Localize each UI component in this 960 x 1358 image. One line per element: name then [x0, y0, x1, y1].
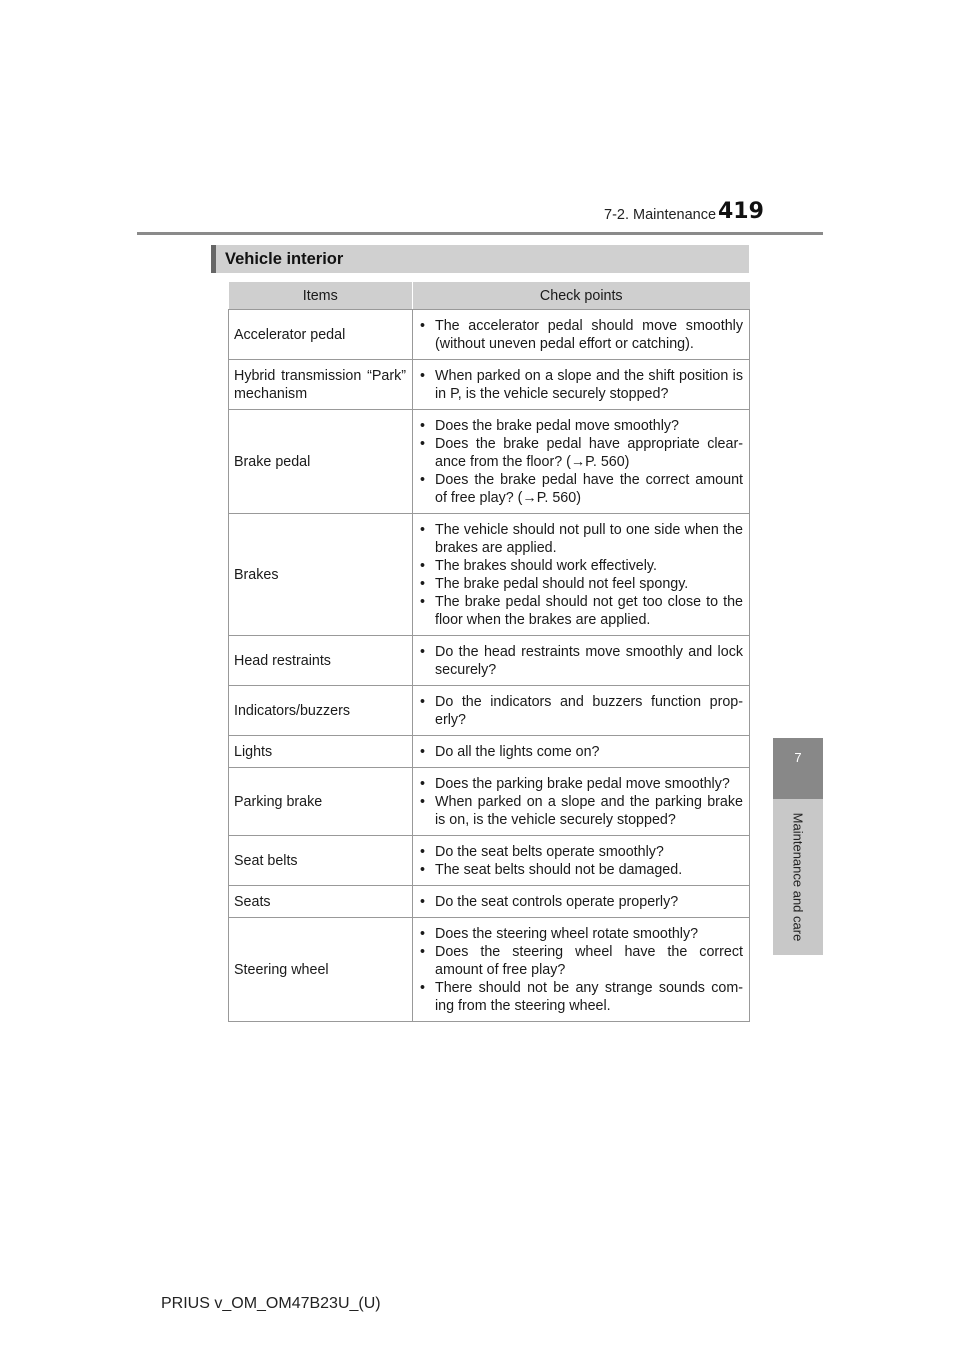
check-points-cell — [413, 310, 750, 360]
item-cell: Brakes — [229, 514, 413, 636]
check-point: • The seat belts should not be damaged. — [418, 861, 743, 879]
check-point: • Do the seat controls operate properly? — [418, 893, 743, 911]
item-cell: Steering wheel — [229, 918, 413, 1022]
page-number: 419 — [718, 199, 764, 224]
check-points-cell — [413, 836, 750, 886]
check-point: • When parked on a slope and the shift position is in P, is the vehicle securely stopped? — [418, 367, 743, 403]
check-points-cell — [413, 636, 750, 686]
item-cell: Seat belts — [229, 836, 413, 886]
check-table — [228, 282, 750, 1022]
check-point: • The brake pedal should not get too close to the floor when the brakes are applied. — [418, 593, 743, 629]
table-row — [229, 636, 750, 686]
header-rule — [137, 232, 823, 235]
check-points-cell — [413, 736, 750, 768]
chapter-number: 7 — [794, 750, 802, 765]
section-title-bar — [211, 245, 749, 273]
table-row — [229, 410, 750, 514]
item-cell: Seats — [229, 886, 413, 918]
check-points-list — [418, 521, 743, 629]
check-point: • The brake pedal should not feel spongy. — [418, 575, 743, 593]
table-row — [229, 886, 750, 918]
item-cell: Accelerator pedal — [229, 310, 413, 360]
check-point: • Do the seat belts operate smoothly? — [418, 843, 743, 861]
check-points-list — [418, 417, 743, 507]
check-points-cell — [413, 768, 750, 836]
check-points-cell — [413, 686, 750, 736]
table-row — [229, 310, 750, 360]
section-title: Vehicle interior — [225, 250, 344, 268]
chapter-tab-label — [773, 799, 823, 955]
check-point: • The vehicle should not pull to one side when the brakes are applied. — [418, 521, 743, 557]
table-row — [229, 836, 750, 886]
check-point: • The accelerator pedal should move smoothly (without uneven pedal effort or catching). — [418, 317, 743, 353]
item-cell: Indicators/buzzers — [229, 686, 413, 736]
table-row — [229, 736, 750, 768]
check-point: • Does the parking brake pedal move smoothly? — [418, 775, 743, 793]
column-header-check-points: Check points — [413, 282, 750, 310]
check-points-cell — [413, 360, 750, 410]
check-point: • Does the brake pedal have appropriate clear-ance from the floor? (→P. 560) — [418, 435, 743, 471]
check-points-list — [418, 843, 743, 879]
item-cell: Lights — [229, 736, 413, 768]
item-cell: Hybrid transmission “Park” mechanism — [229, 360, 413, 410]
check-point: • Do the indicators and buzzers function prop-erly? — [418, 693, 743, 729]
section-label: 7-2. Maintenance — [604, 207, 717, 223]
table-row — [229, 686, 750, 736]
table-body — [229, 310, 750, 1022]
item-cell: Brake pedal — [229, 410, 413, 514]
table-row — [229, 918, 750, 1022]
column-header-items: Items — [229, 282, 413, 310]
check-point: • Does the steering wheel rotate smoothly? — [418, 925, 743, 943]
chapter-tab-number — [773, 738, 823, 799]
check-point: • Does the brake pedal move smoothly? — [418, 417, 743, 435]
check-points-cell — [413, 410, 750, 514]
table-row — [229, 360, 750, 410]
check-points-list — [418, 317, 743, 353]
check-points-list — [418, 775, 743, 829]
check-points-cell — [413, 918, 750, 1022]
check-point: • The brakes should work effectively. — [418, 557, 743, 575]
check-points-cell — [413, 886, 750, 918]
check-point: • When parked on a slope and the parking brake is on, is the vehicle securely stopped? — [418, 793, 743, 829]
check-points-list — [418, 743, 743, 761]
check-point: • Do all the lights come on? — [418, 743, 743, 761]
check-point: • Do the head restraints move smoothly and lock securely? — [418, 643, 743, 679]
check-point: • Does the steering wheel have the correct amount of free play? — [418, 943, 743, 979]
check-point: • There should not be any strange sounds com-ing from the steering wheel. — [418, 979, 743, 1015]
check-points-list — [418, 925, 743, 1015]
check-point: • Does the brake pedal have the correct amount of free play? (→P. 560) — [418, 471, 743, 507]
check-points-list — [418, 643, 743, 679]
table-row — [229, 514, 750, 636]
footer-doc-id: PRIUS v_OM_OM47B23U_(U) — [161, 1295, 381, 1312]
chapter-label: Maintenance and care — [790, 812, 806, 942]
item-cell: Parking brake — [229, 768, 413, 836]
table-row — [229, 768, 750, 836]
item-cell: Head restraints — [229, 636, 413, 686]
check-points-list — [418, 367, 743, 403]
check-points-cell — [413, 514, 750, 636]
check-points-list — [418, 893, 743, 911]
check-points-list — [418, 693, 743, 729]
table-header-row — [229, 282, 750, 310]
